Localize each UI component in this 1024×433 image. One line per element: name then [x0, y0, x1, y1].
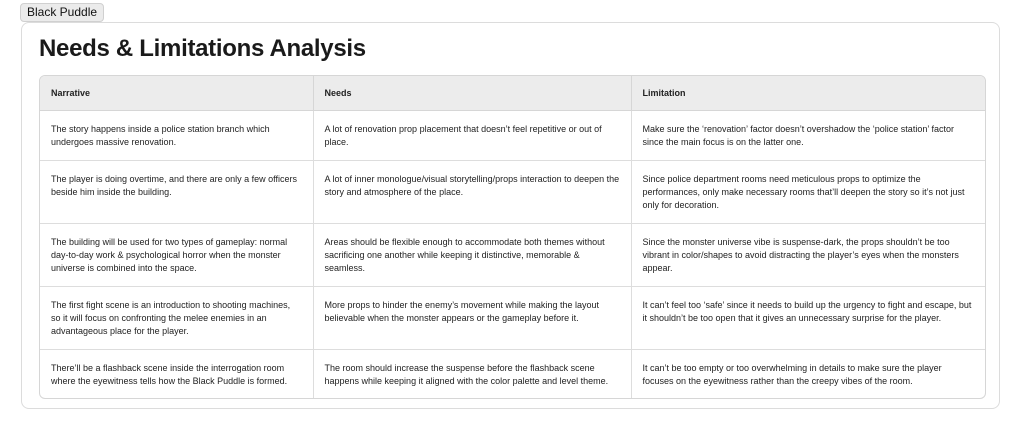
analysis-table-container	[39, 75, 986, 399]
narrative-cell: The first fight scene is an introduction to shooting machines, so it will focus on confronting the melee enemies in an advantageous place for the player.	[40, 287, 313, 350]
narrative-cell: There’ll be a flashback scene inside the interrogation room where the eyewitness tells how the Black Puddle is formed.	[40, 350, 313, 399]
content-card	[21, 22, 1000, 409]
needs-cell: More props to hinder the enemy’s movement while making the layout believable when the monster appears or the gameplay before it.	[313, 287, 631, 350]
needs-cell: A lot of renovation prop placement that doesn’t feel repetitive or out of place.	[313, 111, 631, 161]
analysis-table	[40, 76, 985, 398]
column-header-needs[interactable]: Needs	[313, 76, 631, 111]
table-row	[40, 287, 985, 350]
column-header-narrative[interactable]: Narrative	[40, 76, 313, 111]
page-title: Needs & Limitations Analysis	[39, 35, 366, 62]
limitation-cell: It can’t feel too ‘safe’ since it needs to build up the urgency to fight and escape, but it shouldn’t be too open that it gives an unnecessary surprise for the player.	[631, 287, 985, 350]
narrative-cell: The story happens inside a police station branch which undergoes massive renovation.	[40, 111, 313, 161]
limitation-cell: Make sure the ‘renovation’ factor doesn’t overshadow the ‘police station’ factor since the main focus is on the latter one.	[631, 111, 985, 161]
limitation-cell: Since the monster universe vibe is suspense-dark, the props shouldn’t be too vibrant in color/shapes to avoid distracting the player’s eyes when the monsters appear.	[631, 224, 985, 287]
limitation-cell: Since police department rooms need meticulous props to optimize the performances, only make necessary rooms that’ll deepen the story so it’s not just only for decoration.	[631, 161, 985, 224]
table-row	[40, 350, 985, 399]
column-header-limitation[interactable]: Limitation	[631, 76, 985, 111]
table-row	[40, 224, 985, 287]
narrative-cell: The building will be used for two types of gameplay: normal day-to-day work & psychological horror when the monster universe is combined into the space.	[40, 224, 313, 287]
limitation-cell: It can’t be too empty or too overwhelming in details to make sure the player focuses on the eyewitness rather than the creepy vibes of the room.	[642, 363, 942, 386]
page-tag[interactable]: Black Puddle	[20, 3, 104, 22]
narrative-cell: The player is doing overtime, and there are only a few officers beside him inside the building.	[40, 161, 313, 224]
table-row	[40, 111, 985, 161]
needs-cell: The room should increase the suspense before the flashback scene happens while keeping it aligned with the color palette and level theme.	[313, 350, 631, 399]
table-header-row	[40, 76, 985, 111]
needs-cell: Areas should be flexible enough to accommodate both themes without sacrificing one another while keeping it distinctive, memorable & seamless.	[313, 224, 631, 287]
table-row	[40, 161, 985, 224]
needs-cell: A lot of inner monologue/visual storytelling/props interaction to deepen the story and atmosphere of the place.	[313, 161, 631, 224]
